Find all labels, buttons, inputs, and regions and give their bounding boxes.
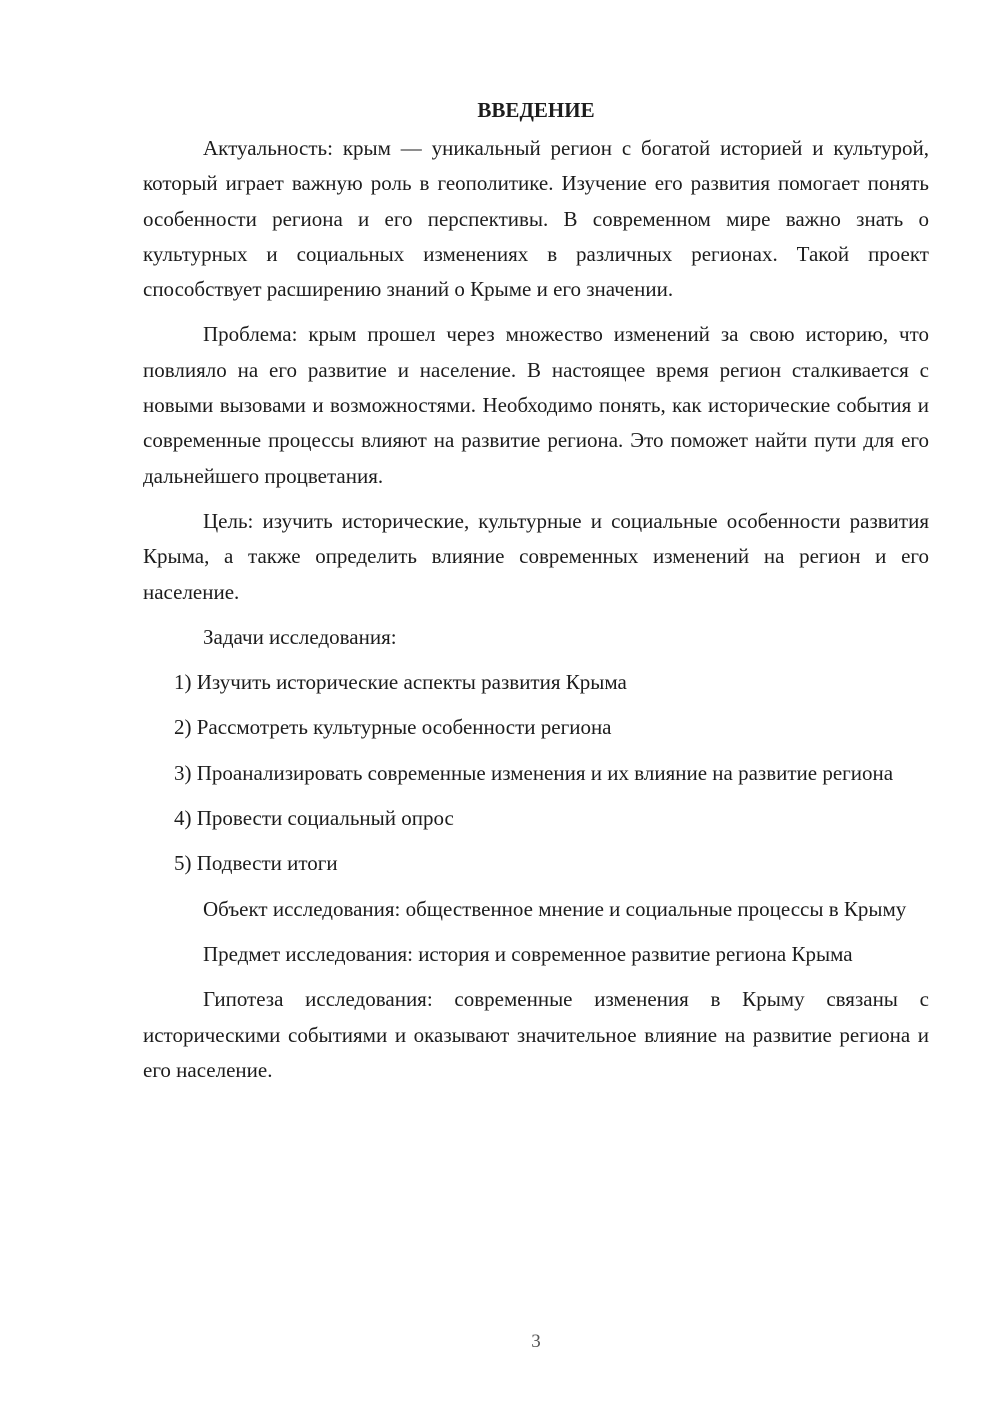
subject-paragraph: Предмет исследования: история и современное развитие региона Крыма (203, 941, 853, 966)
document-page (143, 93, 929, 1098)
problem-paragraph: Проблема: крым прошел через множество изменений за свою историю, что повлияло на его развитие и население. В настоящее время регион сталкивается с новыми вызовами и возможностями. Необходимо понять, как исторические события и современные процессы влияют на развитие региона. Это поможет найти пути для его дальнейшего процветания. (143, 322, 929, 488)
goal-paragraph: Цель: изучить исторические, культурные и социальные особенности развития Крыма, а также определить влияние современных изменений на регион и его население. (143, 508, 929, 604)
page-number: 3 (531, 1331, 541, 1352)
task-item-1: 1) Изучить исторические аспекты развития Крыма (174, 670, 627, 695)
relevance-paragraph: Актуальность: крым — уникальный регион с богатой историей и культурой, который играет важную роль в геополитике. Изучение его развития помогает понять особенности региона и его перспективы. В современном мире важно знать о культурных и социальных изменениях в различных регионах. Такой проект способствует расширению знаний о Крыме и его значении. (143, 136, 929, 302)
object-paragraph: Объект исследования: общественное мнение и социальные процессы в Крыму (203, 896, 907, 921)
hypothesis-paragraph: Гипотеза исследования: современные изменения в Крыму связаны с историческими событиями и оказывают значительное влияние на развитие региона и его население. (143, 987, 929, 1082)
task-item-5: 5) Подвести итоги (174, 851, 338, 876)
task-item-4: 4) Провести социальный опрос (174, 806, 454, 831)
tasks-heading: Задачи исследования: (203, 624, 397, 649)
task-item-2: 2) Рассмотреть культурные особенности региона (174, 715, 612, 740)
task-item-3: 3) Проанализировать современные изменения и их влияние на развитие региона (174, 760, 894, 785)
document-heading: ВВЕДЕНИЕ (477, 98, 595, 122)
